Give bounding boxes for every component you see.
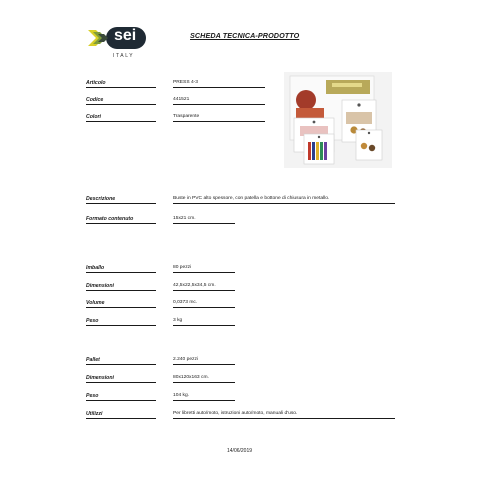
divider [173, 87, 265, 88]
divider [86, 121, 156, 122]
field-label: Pallet [86, 357, 100, 363]
divider [173, 223, 235, 224]
divider [173, 325, 235, 326]
field-label: Peso [86, 318, 99, 324]
divider [173, 104, 265, 105]
divider [86, 290, 156, 291]
field-value: PRESS 4-3 [173, 80, 199, 85]
divider [173, 364, 235, 365]
field-label: Dimensioni [86, 283, 114, 289]
field-label: Formato contenuto [86, 216, 134, 222]
logo-subtext: ITALY [113, 53, 135, 59]
field-label: Colori [86, 114, 101, 120]
field-value: 0,0373 mc. [173, 300, 198, 305]
divider [173, 203, 395, 204]
divider [173, 400, 235, 401]
product-photo [284, 72, 392, 168]
divider [173, 121, 265, 122]
divider [86, 364, 156, 365]
field-label: Imballo [86, 265, 105, 271]
divider [86, 325, 156, 326]
field-value: 104 kg. [173, 393, 190, 398]
field-label: Utilizzi [86, 411, 103, 417]
divider [86, 418, 156, 419]
field-label: Articolo [86, 80, 106, 86]
divider [86, 382, 156, 383]
field-value: 80 pezzi [173, 265, 192, 270]
divider [86, 203, 156, 204]
field-value: 3 kg [173, 318, 183, 323]
divider [173, 307, 235, 308]
field-value: 441521 [173, 97, 190, 102]
field-value: Per libretti auto/moto, istruzioni auto/moto, manuali d'uso. [173, 411, 298, 416]
field-label: Codice [86, 97, 104, 103]
field-value: 15x21 cm. [173, 216, 196, 221]
field-label: Descrizione [86, 196, 116, 202]
logo-text: sei [114, 27, 137, 44]
divider [86, 400, 156, 401]
divider [86, 223, 156, 224]
field-value: 80x120x163 cm. [173, 375, 209, 380]
divider [86, 272, 156, 273]
divider [173, 272, 235, 273]
field-value: 2.240 pezzi [173, 357, 199, 362]
divider [86, 87, 156, 88]
divider [86, 307, 156, 308]
field-label: Dimensioni [86, 375, 114, 381]
field-label: Peso [86, 393, 99, 399]
footer-date: 14/06/2019 [227, 448, 253, 454]
divider [86, 104, 156, 105]
field-label: Volume [86, 300, 105, 306]
sei-logo [86, 20, 156, 64]
divider [173, 418, 395, 419]
field-value: Buste in PVC alto spessore, con patella e bottone di chiusura in metallo. [173, 196, 330, 201]
divider [173, 382, 235, 383]
divider [173, 290, 235, 291]
field-value: 42,5x22,5x34,5 cm. [173, 283, 216, 288]
field-value: Trasparente [173, 114, 200, 119]
page-title: SCHEDA TECNICA-PRODOTTO [190, 31, 300, 40]
